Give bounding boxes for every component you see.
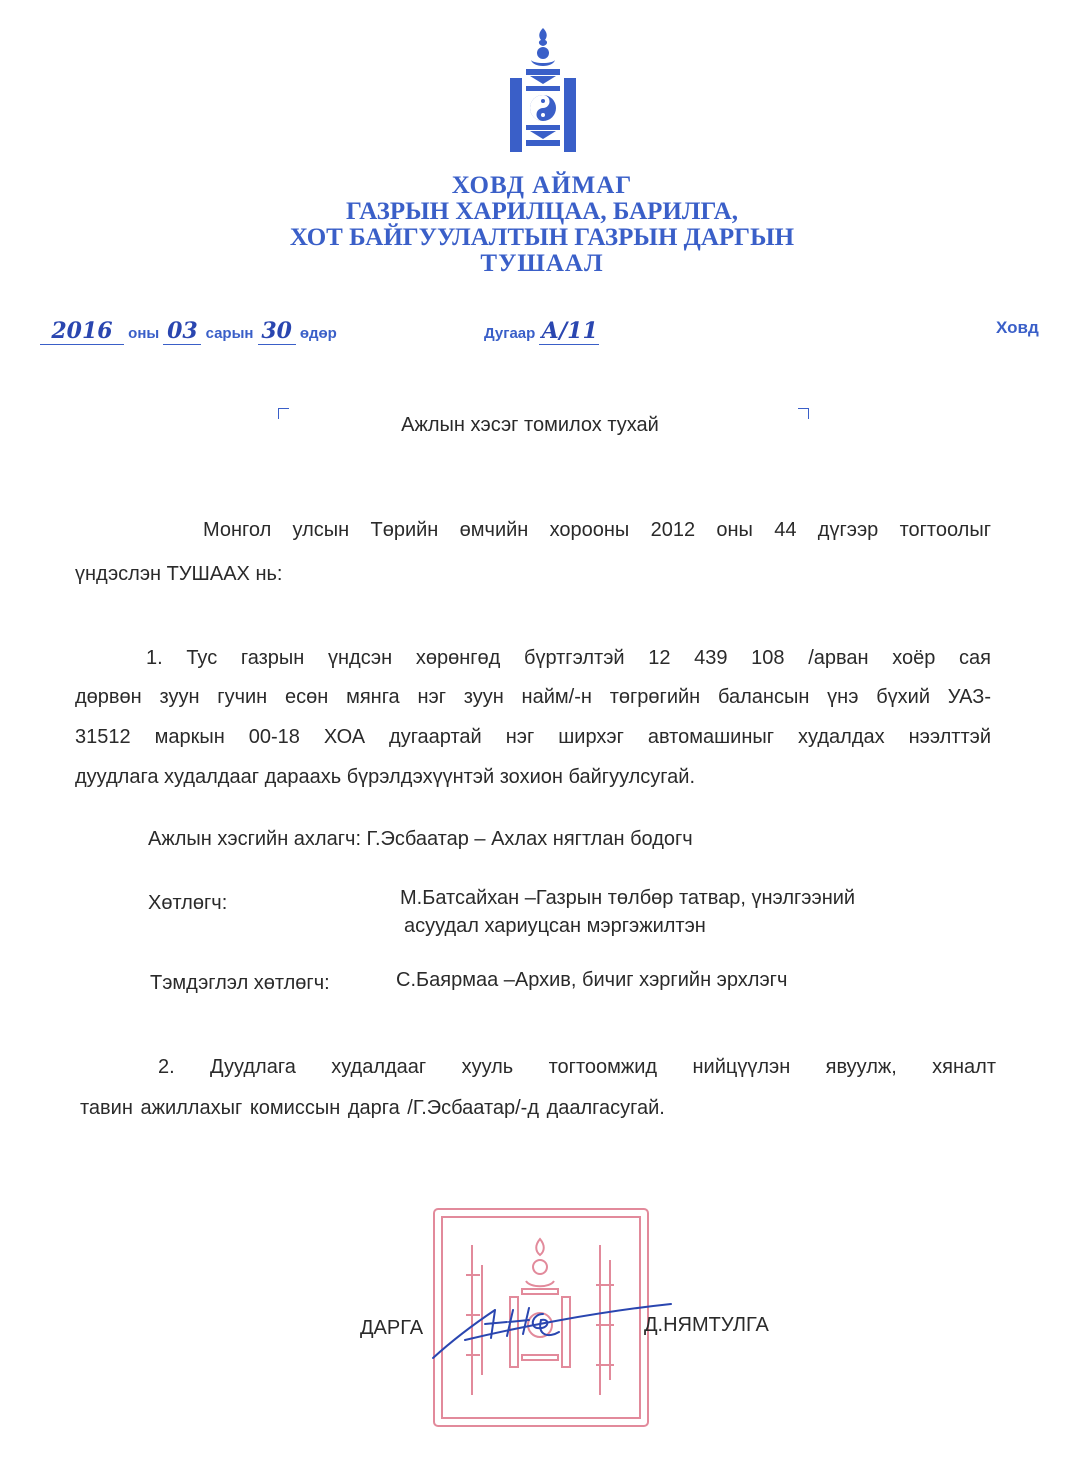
date-year: 2016 <box>40 318 124 345</box>
header-line-agency-1: ГАЗРЫН ХАРИЛЦАА, БАРИЛГА, <box>346 198 738 225</box>
subject-title: Ажлын хэсэг томилох тухай <box>401 414 659 436</box>
item1-line-2: дөрвөн зуун гучин есөн мянга нэг зуун найм/-н төгрөгийн балансын үнэ бүхий УАЗ- <box>75 686 991 708</box>
header-line-agency-2: ХОТ БАЙГУУЛАЛТЫН ГАЗРЫН ДАРГЫН <box>289 224 795 251</box>
signatory-title: ДАРГА <box>360 1317 424 1339</box>
role-member-line-1: М.Батсайхан –Газрын төлбөр татвар, үнэлгээний <box>400 887 856 909</box>
role-secretary: С.Баярмаа –Архив, бичиг хэргийн эрхлэгч <box>396 969 788 991</box>
intro-line-2: үндэслэн ТУШААХ нь: <box>75 563 283 585</box>
order-number-label: Дугаар <box>484 325 536 342</box>
handwritten-signature <box>425 1298 675 1368</box>
item1-line-4: дуудлага худалдааг дараахь бүрэлдэхүүнтэй зохион байгуулсугай. <box>75 766 695 788</box>
role-member-line-2: асуудал хариуцсан мэргэжилтэн <box>404 915 706 937</box>
item1-line-1: 1. Тус газрын үндсэн хөрөнгөд бүртгэлтэй 12 439 108 /арван хоёр сая <box>146 647 991 669</box>
item2-line-2: тавин ажиллахыг комиссын дарга /Г.Эсбаатар/-д даалгасугай. <box>80 1097 665 1119</box>
role-secretary-label: Тэмдэглэл хөтлөгч: <box>150 972 330 994</box>
header-line-aimag: ХОВД АЙМАГ <box>451 172 633 199</box>
order-number-value: А/11 <box>541 318 598 344</box>
role-leader: Ажлын хэсгийн ахлагч: Г.Эсбаатар – Ахлах нягтлан бодогч <box>148 828 693 850</box>
item1-line-3: 31512 маркын 00-18 ХОА дугаартай нэг ширхэг автомашиныг худалдах нээлттэй <box>75 726 991 748</box>
header-line-order: ТУШААЛ <box>480 250 604 277</box>
date-day: 30 <box>258 318 296 345</box>
item2-line-1: 2. Дуудлага худалдааг хууль тогтоомжид нийцүүлэн явуулж, хяналт <box>158 1056 996 1078</box>
date-year-label: оны <box>128 325 160 342</box>
date-month: 03 <box>163 318 201 345</box>
date-line <box>40 318 337 345</box>
intro-line-1: Монгол улсын Төрийн өмчийн хорооны 2012 оны 44 дүгээр тогтоолыг <box>203 519 991 541</box>
role-member-label: Хөтлөгч: <box>148 892 228 914</box>
date-day-label: өдөр <box>299 325 337 342</box>
signatory-name: Д.НЯМТУЛГА <box>644 1314 769 1336</box>
place: Ховд <box>996 318 1039 337</box>
soyombo-emblem-icon <box>508 26 578 156</box>
order-number <box>484 318 599 345</box>
date-month-label: сарын <box>205 325 254 342</box>
